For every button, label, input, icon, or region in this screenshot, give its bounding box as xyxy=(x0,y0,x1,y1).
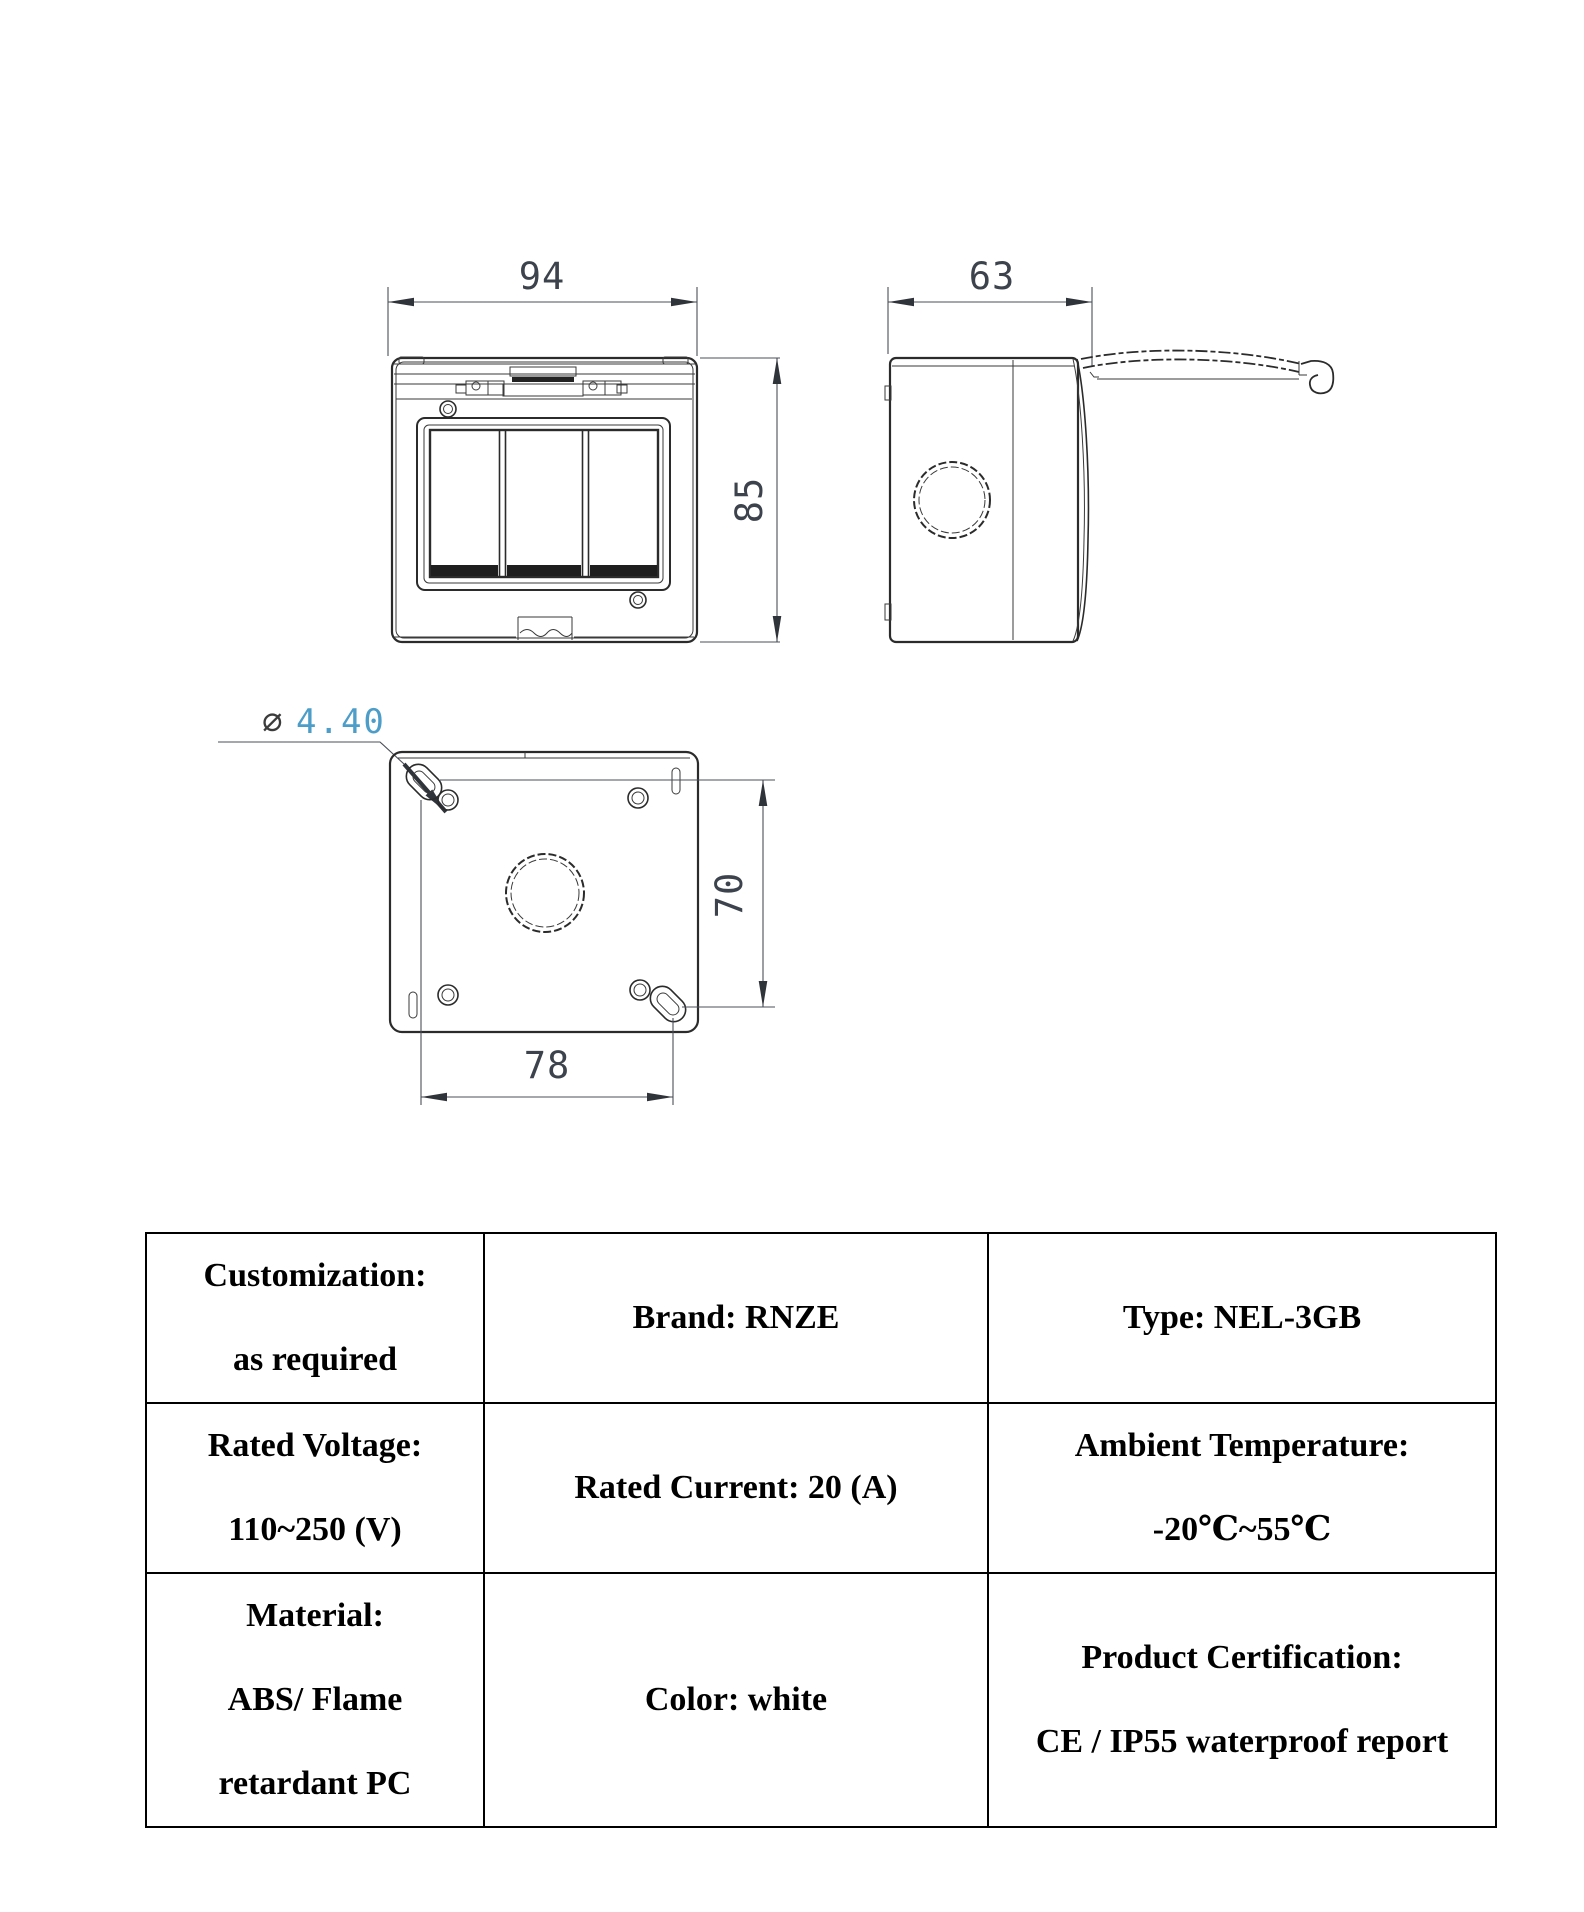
rocker-2-bar xyxy=(507,565,581,576)
cell-type xyxy=(989,1234,1495,1402)
rocker-3-bar xyxy=(590,565,657,576)
cell-product-certification xyxy=(989,1574,1495,1826)
cell-rated-voltage xyxy=(147,1404,483,1572)
front-height-dim-label: 85 xyxy=(728,476,771,524)
cell-line: Product Certification: xyxy=(1081,1639,1403,1676)
bottom-mount-tab xyxy=(394,617,694,640)
cell-line: Color: white xyxy=(644,1681,828,1718)
mounting-holes xyxy=(438,788,650,1005)
cell-customization xyxy=(147,1234,483,1402)
dim-diameter-4-40 xyxy=(218,702,446,812)
cell-rated-current xyxy=(485,1404,987,1572)
cell-line: Rated Voltage: xyxy=(207,1427,423,1464)
cell-line: Customization: xyxy=(203,1257,427,1294)
cell-line: 110~250 (V) xyxy=(228,1511,402,1548)
front-view-drawing xyxy=(388,255,781,642)
front-screw-bottom-right xyxy=(630,592,646,608)
hinge-latch-right xyxy=(583,381,627,395)
cell-material xyxy=(147,1574,483,1826)
keyhole-slot-bottom-right xyxy=(645,981,690,1026)
side-cable-hole xyxy=(914,462,990,538)
table-row-1 xyxy=(146,1233,1496,1403)
cell-ambient-temperature xyxy=(989,1404,1495,1572)
table-row-2 xyxy=(146,1403,1496,1573)
dim-depth-63 xyxy=(888,255,1092,366)
open-lid-flap xyxy=(1081,351,1333,394)
diameter-symbol: ∅ xyxy=(262,702,283,742)
slot-bottom-left xyxy=(409,992,417,1018)
cell-line: as required xyxy=(232,1341,398,1378)
cell-line: -20℃~55℃ xyxy=(1152,1511,1332,1548)
bottom-cable-hole xyxy=(506,854,584,932)
front-width-dim-label: 94 xyxy=(518,255,566,298)
table-row-3 xyxy=(146,1573,1496,1827)
dim-height-70 xyxy=(440,780,775,1007)
cell-line: Rated Current: 20 (A) xyxy=(574,1469,898,1506)
cell-line: Type: NEL-3GB xyxy=(1122,1299,1362,1336)
cell-line: CE / IP55 waterproof report xyxy=(1035,1723,1449,1760)
lid-hook xyxy=(1301,361,1333,393)
cell-line: Brand: RNZE xyxy=(632,1299,840,1336)
cell-line: Ambient Temperature: xyxy=(1074,1427,1410,1464)
dim-width-94 xyxy=(388,255,697,356)
side-depth-dim-label: 63 xyxy=(968,255,1016,298)
dim-width-78 xyxy=(421,800,673,1105)
switch-panel xyxy=(417,418,670,590)
bottom-height-dim-label: 70 xyxy=(708,871,751,919)
cell-line: ABS/ Flame xyxy=(227,1681,403,1718)
cell-line: Material: xyxy=(246,1597,384,1634)
slot-top-right xyxy=(672,768,680,794)
hinge-latch-left xyxy=(456,381,504,395)
front-screw-top-left xyxy=(440,401,456,417)
cell-line: retardant PC xyxy=(218,1765,412,1802)
rocker-1-bar xyxy=(431,565,498,576)
bottom-view-drawing xyxy=(218,702,775,1105)
spec-table xyxy=(145,1232,1497,1828)
diameter-dim-label: 4.40 xyxy=(296,702,386,742)
side-view-drawing xyxy=(885,255,1333,642)
dim-height-85 xyxy=(700,358,781,642)
cell-color xyxy=(485,1574,987,1826)
bottom-width-dim-label: 78 xyxy=(523,1044,571,1087)
cell-brand xyxy=(485,1234,987,1402)
